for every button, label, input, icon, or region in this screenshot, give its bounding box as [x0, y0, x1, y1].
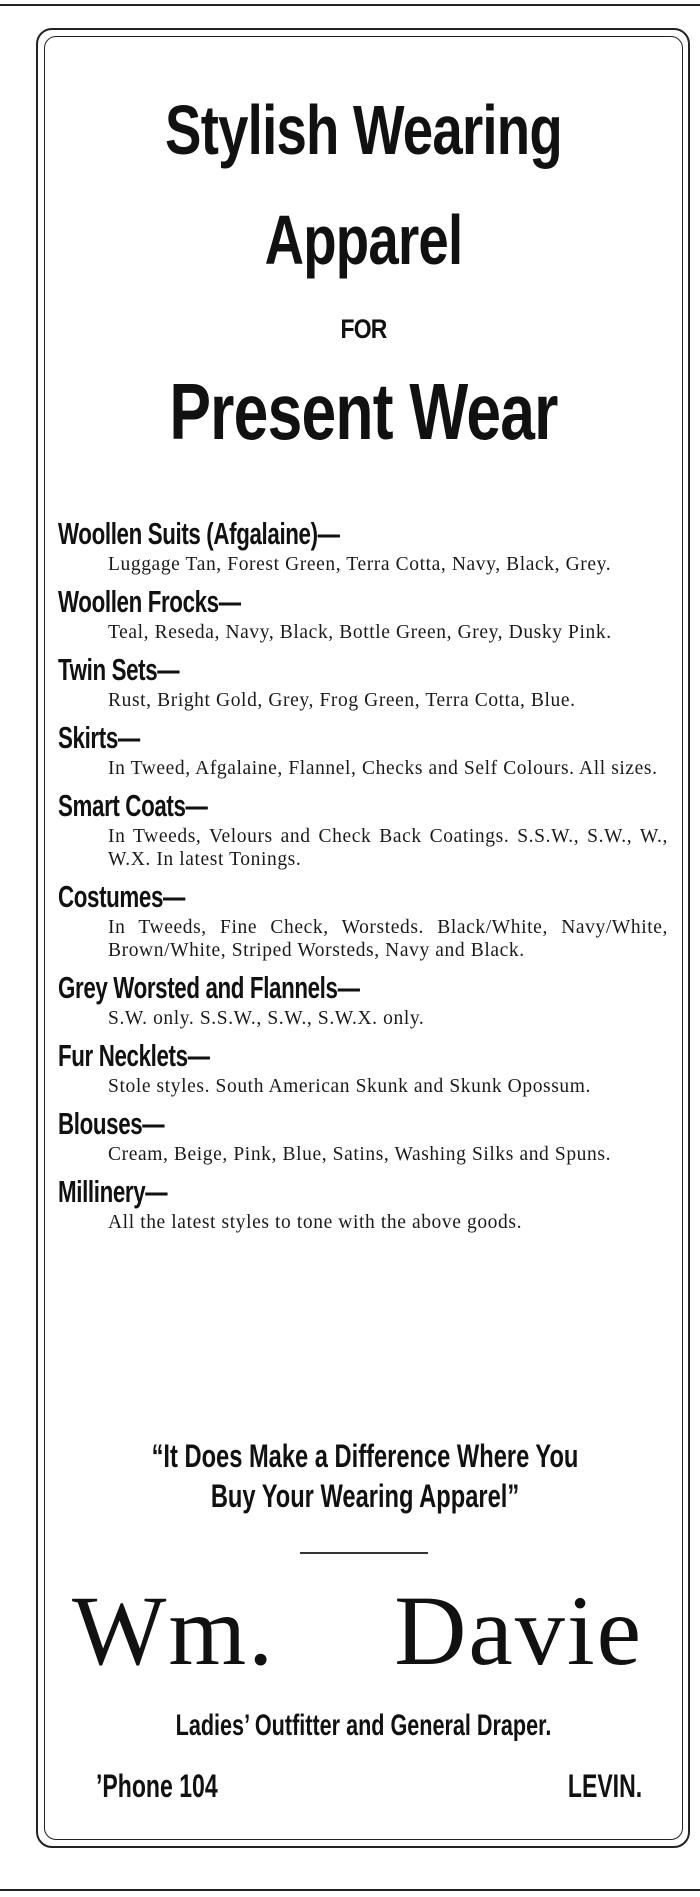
item-title: Fur Necklets— — [58, 1038, 210, 1073]
list-item — [58, 878, 668, 962]
item-description: In Tweeds, Velours and Check Back Coatings. S.S.W., S.W., W., W.X. In latest Tonings. — [108, 826, 668, 870]
list-item — [58, 719, 668, 780]
item-description: In Tweed, Afgalaine, Flannel, Checks and Self Colours. All sizes. — [108, 758, 658, 779]
top-rule — [0, 4, 700, 6]
item-description: Stole styles. South American Skunk and Skunk Opossum. — [108, 1076, 592, 1097]
phone-number: ’Phone 104 — [96, 1768, 218, 1804]
list-item — [58, 1173, 668, 1234]
list-item — [58, 515, 668, 576]
item-title: Smart Coats— — [58, 788, 208, 823]
headline-connector: FOR — [340, 314, 387, 344]
divider — [300, 1552, 428, 1554]
item-description: In Tweeds, Fine Check, Worsteds. Black/White, Navy/White, Brown/White, Striped Worsteds, Navy and Black. — [108, 917, 668, 961]
merchant-first-name: Wm. — [72, 1575, 276, 1686]
item-description: Cream, Beige, Pink, Blue, Satins, Washing Silks and Spuns. — [108, 1144, 612, 1165]
list-item — [58, 787, 668, 871]
list-item — [58, 651, 668, 712]
item-title: Skirts— — [58, 720, 140, 755]
item-title: Millinery— — [58, 1174, 168, 1209]
headline-line-2: Apparel — [264, 201, 463, 279]
item-title: Grey Worsted and Flannels— — [58, 970, 360, 1005]
merchant-tagline: Ladies’ Outfitter and General Draper. — [175, 1709, 552, 1742]
item-description: S.W. only. S.S.W., S.W., S.W.X. only. — [108, 1008, 425, 1029]
item-description: Luggage Tan, Forest Green, Terra Cotta, Navy, Black, Grey. — [108, 554, 612, 575]
item-title: Twin Sets— — [58, 652, 180, 687]
slogan: “It Does Make a Difference Where You Buy Your Wearing Apparel” — [151, 1438, 579, 1514]
list-item — [58, 1105, 668, 1166]
item-title: Woollen Frocks— — [58, 584, 241, 619]
product-list — [58, 515, 668, 1241]
list-item — [58, 969, 668, 1030]
headline-line-1: Stylish Wearing — [165, 91, 562, 169]
town-name: LEVIN. — [567, 1768, 642, 1804]
item-title: Costumes— — [58, 879, 185, 914]
headline-line-3: Present Wear — [169, 367, 558, 456]
item-description: Rust, Bright Gold, Grey, Frog Green, Terra Cotta, Blue. — [108, 690, 576, 711]
merchant-name — [44, 1576, 683, 1686]
item-title: Woollen Suits (Afgalaine)— — [58, 516, 340, 551]
merchant-last-name: Davie — [394, 1575, 643, 1686]
list-item — [58, 1037, 668, 1098]
item-title: Blouses— — [58, 1106, 165, 1141]
bottom-rule — [0, 1889, 700, 1891]
item-description: Teal, Reseda, Navy, Black, Bottle Green, Grey, Dusky Pink. — [108, 622, 612, 643]
list-item — [58, 583, 668, 644]
item-description: All the latest styles to tone with the above goods. — [108, 1212, 523, 1233]
